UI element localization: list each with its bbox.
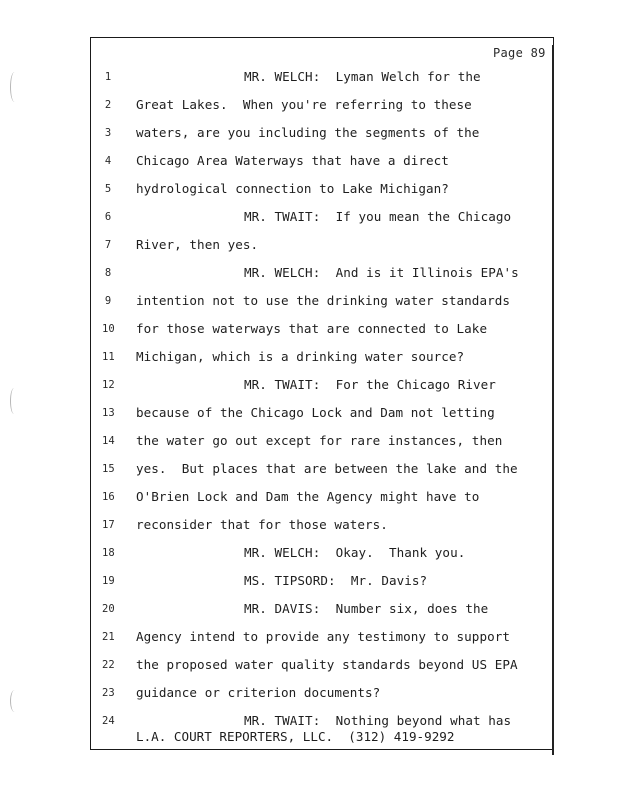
transcript-line: Agency intend to provide any testimony to support — [136, 629, 510, 644]
line-number: 15 — [102, 463, 115, 475]
transcript-line: because of the Chicago Lock and Dam not letting — [136, 405, 495, 420]
line-number: 17 — [102, 519, 115, 531]
transcript-line: MR. WELCH: Lyman Welch for the — [244, 69, 481, 84]
scan-mark — [10, 388, 18, 414]
transcript-line: MR. TWAIT: If you mean the Chicago — [244, 209, 512, 224]
scan-mark — [10, 690, 19, 712]
page-border-shadow — [552, 45, 554, 755]
transcript-line: yes. But places that are between the lake and the — [136, 461, 518, 476]
transcript-line: hydrological connection to Lake Michigan? — [136, 181, 449, 196]
line-number: 6 — [104, 211, 112, 223]
transcript-line: MR. TWAIT: Nothing beyond what has — [244, 713, 512, 728]
line-number: 4 — [104, 155, 112, 167]
transcript-line: for those waterways that are connected to Lake — [136, 321, 488, 336]
line-number: 22 — [102, 659, 115, 671]
transcript-line: River, then yes. — [136, 237, 259, 252]
line-number: 14 — [102, 435, 115, 447]
transcript-line: MS. TIPSORD: Mr. Davis? — [244, 573, 428, 588]
line-number: 2 — [104, 99, 112, 111]
line-number: 20 — [102, 603, 115, 615]
transcript-line: the proposed water quality standards beyond US EPA — [136, 657, 518, 672]
line-number: 11 — [102, 351, 115, 363]
court-reporter-footer: L.A. COURT REPORTERS, LLC. (312) 419-9292 — [136, 729, 455, 744]
line-number: 1 — [104, 71, 112, 83]
transcript-line: waters, are you including the segments of the — [136, 125, 480, 140]
line-number: 21 — [102, 631, 115, 643]
line-number: 10 — [102, 323, 115, 335]
line-number: 24 — [102, 715, 115, 727]
line-number: 12 — [102, 379, 115, 391]
transcript-line: Michigan, which is a drinking water source? — [136, 349, 465, 364]
line-number: 23 — [102, 687, 115, 699]
transcript-line: reconsider that for those waters. — [136, 517, 388, 532]
transcript-line: MR. WELCH: And is it Illinois EPA's — [244, 265, 519, 280]
line-number: 7 — [104, 239, 112, 251]
transcript-line: the water go out except for rare instances, then — [136, 433, 503, 448]
line-number: 13 — [102, 407, 115, 419]
line-number: 19 — [102, 575, 115, 587]
transcript-line: Great Lakes. When you're referring to these — [136, 97, 472, 112]
line-number: 16 — [102, 491, 115, 503]
page-number: Page 89 — [493, 46, 546, 60]
transcript-line: MR. TWAIT: For the Chicago River — [244, 377, 496, 392]
line-number: 3 — [104, 127, 112, 139]
line-number: 5 — [104, 183, 112, 195]
line-number: 9 — [104, 295, 112, 307]
transcript-line: Chicago Area Waterways that have a direct — [136, 153, 449, 168]
transcript-line: guidance or criterion documents? — [136, 685, 381, 700]
transcript-line: intention not to use the drinking water standards — [136, 293, 510, 308]
line-number: 8 — [104, 267, 112, 279]
transcript-line: MR. DAVIS: Number six, does the — [244, 601, 489, 616]
scan-mark — [10, 72, 19, 102]
transcript-line: O'Brien Lock and Dam the Agency might have to — [136, 489, 480, 504]
line-number: 18 — [102, 547, 115, 559]
transcript-line: MR. WELCH: Okay. Thank you. — [244, 545, 466, 560]
